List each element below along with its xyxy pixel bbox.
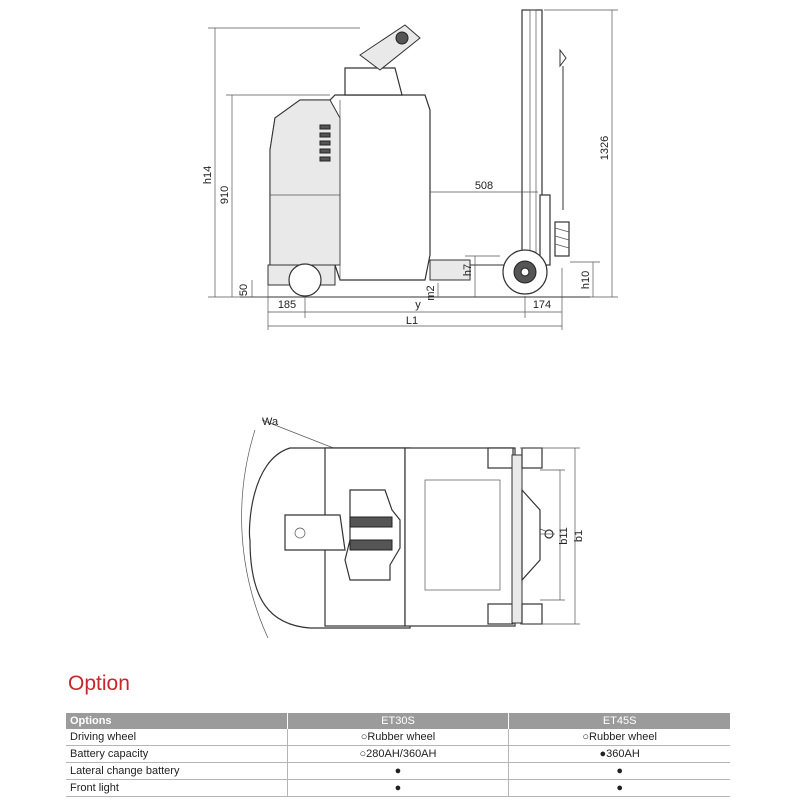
dim-185: 185	[277, 299, 297, 311]
option-et30s-value: ●	[287, 763, 509, 780]
option-title: Option	[68, 672, 130, 695]
dim-174: 174	[532, 299, 552, 311]
mast	[522, 10, 542, 285]
option-et30s-value: ○280AH/360AH	[287, 746, 509, 763]
dim-910: 910	[219, 185, 231, 205]
tiller-grip-bottom	[350, 540, 392, 550]
hitch-pin-ring	[560, 50, 566, 66]
hitch-bracket	[540, 195, 550, 265]
front-axle	[512, 455, 522, 623]
hitch-spring	[555, 222, 569, 256]
top-view	[242, 416, 585, 638]
table-row	[66, 729, 730, 746]
dim-b11: b11	[558, 527, 570, 545]
tiller-arm	[285, 515, 345, 550]
tiller-knob	[396, 32, 408, 44]
table-row	[66, 780, 730, 797]
option-name: Front light	[66, 780, 287, 797]
option-name: Driving wheel	[66, 729, 287, 746]
dim-50: 50	[238, 283, 250, 297]
options-header-row	[66, 713, 730, 729]
table-row	[66, 763, 730, 780]
option-et30s-value: ●	[287, 780, 509, 797]
option-name: Battery capacity	[66, 746, 287, 763]
option-et45s-value: ●	[509, 763, 730, 780]
table-row	[66, 746, 730, 763]
side-view	[202, 10, 618, 330]
option-name: Lateral change battery	[66, 763, 287, 780]
dim-l1: L1	[405, 315, 419, 327]
option-et30s-value: ○Rubber wheel	[287, 729, 509, 746]
rear-wheel	[289, 264, 321, 296]
header-options: Options	[66, 713, 287, 729]
header-et30s: ET30S	[287, 713, 509, 729]
header-et45s: ET45S	[509, 713, 730, 729]
wheel-bottom-right	[522, 604, 542, 624]
tiller-handle	[360, 25, 420, 70]
dim-h7: h7	[462, 263, 474, 277]
dim-y: y	[415, 299, 421, 311]
wheel-bottom-left	[488, 604, 513, 624]
tiller-grip-top	[350, 517, 392, 527]
wheel-top-left	[488, 448, 513, 468]
tiller-base	[345, 68, 402, 95]
dim-508: 508	[474, 180, 494, 192]
option-et45s-value: ●360AH	[509, 746, 730, 763]
hitch-plate	[522, 490, 540, 580]
wheel-top-right	[522, 448, 542, 468]
option-et45s-value: ○Rubber wheel	[509, 729, 730, 746]
dim-m2: m2	[425, 285, 437, 301]
dim-1326: 1326	[599, 135, 611, 161]
options-table	[66, 713, 730, 797]
dim-wa: Wa	[262, 416, 279, 428]
dim-b1: b1	[573, 529, 585, 543]
dim-h10: h10	[580, 270, 592, 290]
dim-h14: h14	[202, 165, 214, 185]
main-body-top	[405, 448, 515, 626]
option-et45s-value: ●	[509, 780, 730, 797]
